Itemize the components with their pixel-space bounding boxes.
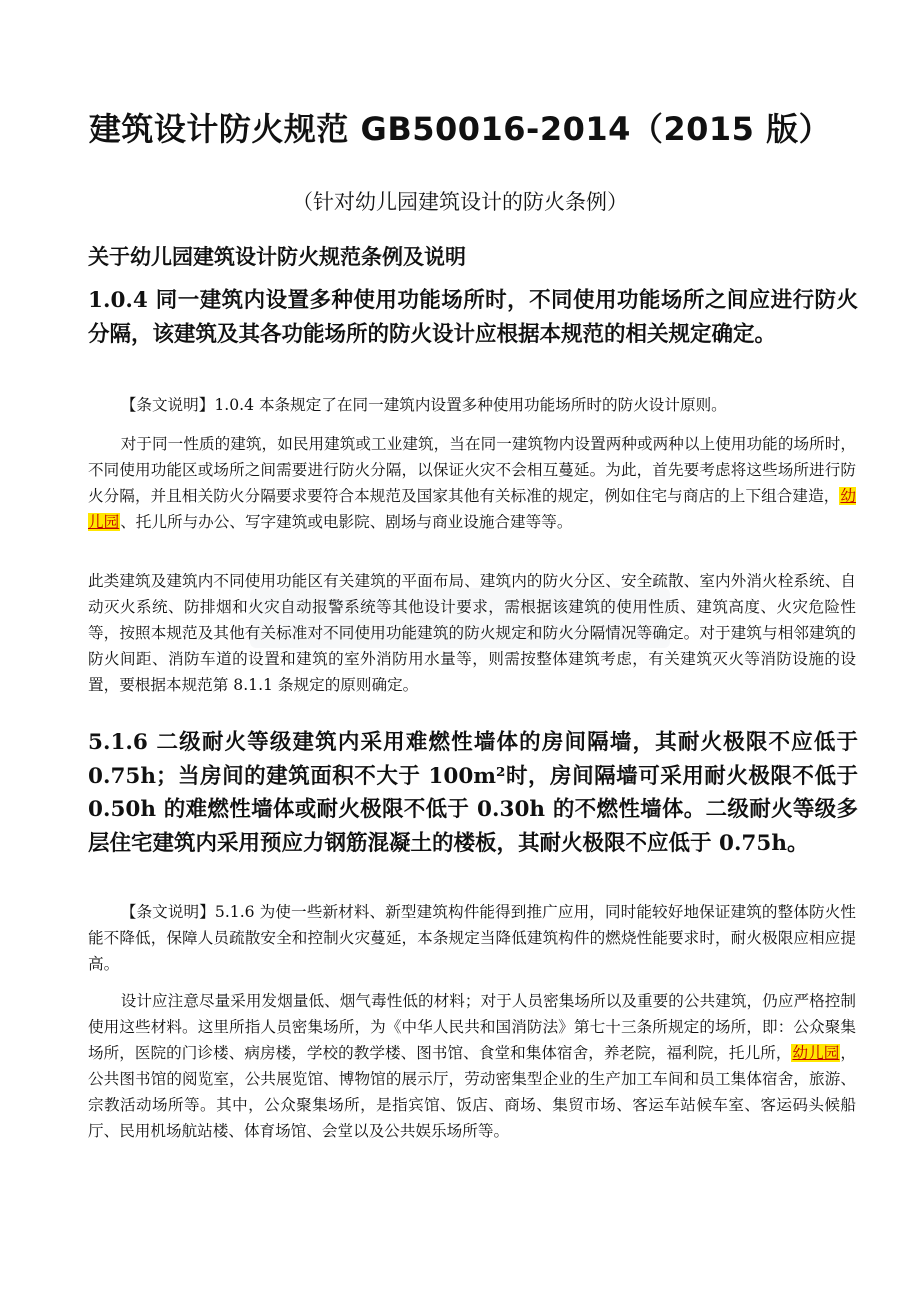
paragraph-1-text-b: 、托儿所与办公、写字建筑或电影院、剧场与商业设施合建等等。 — [120, 513, 573, 531]
document-subtitle: （针对幼儿园建筑设计的防火条例） — [292, 190, 628, 214]
document-title: 建筑设计防火规范 GB50016-2014（2015 版） — [88, 110, 832, 148]
paragraph-1 — [88, 431, 856, 535]
highlight-kindergarten-2: 幼儿园 — [792, 1044, 840, 1062]
paragraph-3-text-b: ，公共图书馆的阅览室，公共展览馆、博物馆的展示厅，劳动密集型企业的生产加工车间和员工集体宿舍，旅游、宗教活动场所等。其中，公众聚集场所，是指宾馆、饭店、商场、集贸市场、客运车站候车室、客运码头候船厅、民用机场航站楼、体育场馆、会堂以及公共娱乐场所等。 — [88, 1044, 856, 1140]
clause-5-1-6: 5.1.6 二级耐火等级建筑内采用难燃性墙体的房间隔墙，其耐火极限不应低于 0.75h；当房间的建筑面积不大于 100m²时，房间隔墙可采用耐火极限不低于 0.50h 的难燃性墙体或耐火极限不低于 0.30h 的不燃性墙体。二级耐火等级多层住宅建筑内采用预应力钢筋混凝土的楼板，其耐火极限不应低于 0.75h。 — [88, 730, 858, 856]
section-heading: 关于幼儿园建筑设计防火规范条例及说明 — [88, 245, 466, 269]
clause-note-5-1-6: 【条文说明】5.1.6 为使一些新材料、新型建筑构件能得到推广应用，同时能较好地保证建筑的整体防火性能不降低，保障人员疏散安全和控制火灾蔓延，本条规定当降低建筑构件的燃烧性能要求时，耐火极限应相应提高。 — [88, 903, 856, 973]
paragraph-1-text-a: 对于同一性质的建筑，如民用建筑或工业建筑，当在同一建筑物内设置两种或两种以上使用功能的场所时，不同使用功能区或场所之间需要进行防火分隔，以保证火灾不会相互蔓延。为此，首先要考虑将这些场所进行防火分隔，并且相关防火分隔要求要符合本规范及国家其他有关标准的规定，例如住宅与商店的上下组合建造， — [88, 435, 856, 505]
clause-1-0-4: 1.0.4 同一建筑内设置多种使用功能场所时，不同使用功能场所之间应进行防火分隔，该建筑及其各功能场所的防火设计应根据本规范的相关规定确定。 — [88, 288, 858, 347]
highlight-kindergarten-1: 幼儿园 — [88, 487, 856, 531]
paragraph-3 — [88, 988, 856, 1144]
paragraph-2: 此类建筑及建筑内不同使用功能区有关建筑的平面布局、建筑内的防火分区、安全疏散、室内外消火栓系统、自动灭火系统、防排烟和火灾自动报警系统等其他设计要求，需根据该建筑的使用性质、建筑高度、火灾危险性等，按照本规范及其他有关标准对不同使用功能建筑的防火规定和防火分隔情况等确定。对于建筑与相邻建筑的防火间距、消防车道的设置和建筑的室外消防用水量等，则需按整体建筑考虑，有关建筑灭火等消防设施的设置，要根据本规范第 8.1.1 条规定的原则确定。 — [88, 572, 856, 694]
clause-note-1-0-4: 【条文说明】1.0.4 本条规定了在同一建筑内设置多种使用功能场所时的防火设计原则。 — [120, 396, 727, 414]
paragraph-3-text-a: 设计应注意尽量采用发烟量低、烟气毒性低的材料；对于人员密集场所以及重要的公共建筑，仍应严格控制使用这些材料。这里所指人员密集场所，为《中华人民共和国消防法》第七十三条所规定的场所，即：公众聚集场所，医院的门诊楼、病房楼，学校的教学楼、图书馆、食堂和集体宿舍，养老院，福利院，托儿所， — [88, 992, 856, 1062]
